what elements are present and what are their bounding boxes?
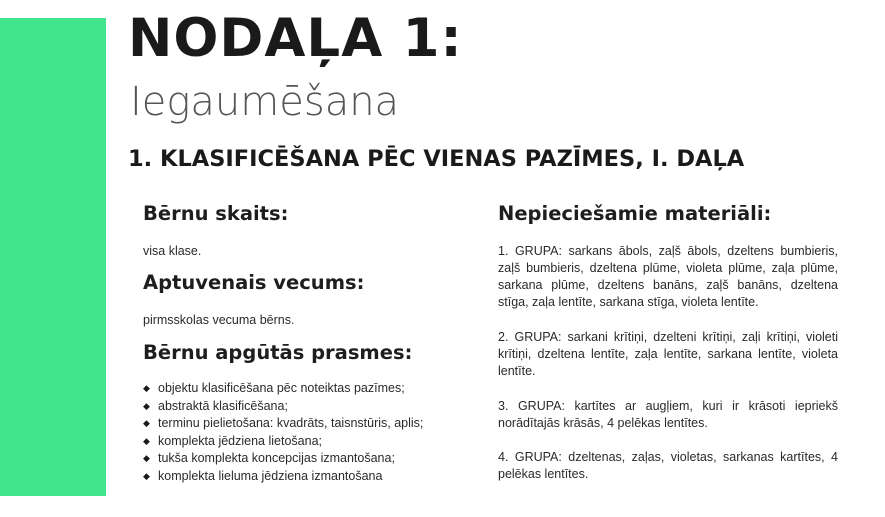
- skill-item-text: terminu pielietošana: kvadrāts, taisnstūris, aplis;: [158, 416, 424, 430]
- age-text: pirmsskolas vecuma bērns.: [143, 313, 295, 327]
- skill-item: [143, 415, 423, 433]
- skill-item-text: komplekta lieluma jēdziena izmantošana: [158, 468, 383, 483]
- skill-item: [143, 468, 423, 486]
- section-title: 1. KLASIFICĒŠANA PĒC VIENAS PAZĪMES, I. DAĻA: [128, 146, 745, 172]
- children-count-heading: Bērnu skaits:: [143, 202, 289, 225]
- skills-heading: Bērnu apgūtās prasmes:: [143, 341, 413, 364]
- materials-heading: Nepieciešamie materiāli:: [498, 202, 772, 225]
- diamond-bullet-icon: ◆: [143, 383, 150, 393]
- skill-item-text: komplekta jēdziena lietošana;: [158, 433, 322, 448]
- skill-item: [143, 398, 423, 416]
- materials-group-3: 3. GRUPA: kartītes ar augļiem, kuri ir krāsoti iepriekš norādītajās krāsās, 4 pelēkas lentītes.: [498, 399, 838, 430]
- age-heading: Aptuvenais vecums:: [143, 271, 365, 294]
- skills-list: [143, 380, 423, 485]
- skill-item: [143, 380, 423, 398]
- chapter-subtitle: Iegaumēšana: [130, 79, 400, 125]
- materials-group-1: 1. GRUPA: sarkans ābols, zaļš ābols, dzeltens bumbieris, zaļš bumbieris, dzeltena plūme, violeta plūme, zaļa plūme, sarkana plūme, dzeltens banāns, zaļš banāns, dzeltena stīga, zaļa lentīte, sarkana stīga, violeta lentīte.: [498, 244, 838, 309]
- skill-item: [143, 433, 423, 451]
- skill-item-text: abstraktā klasificēšana;: [158, 398, 288, 413]
- children-count-text: visa klase.: [143, 244, 202, 258]
- skill-item: [143, 450, 423, 468]
- diamond-bullet-icon: ◆: [143, 470, 150, 481]
- materials-group-2: 2. GRUPA: sarkani krītiņi, dzelteni krītiņi, zaļi krītiņi, violeti krītiņi, dzeltena lentīte, zaļa lentīte, sarkana lentīte, violeta lentīte.: [498, 330, 838, 378]
- skill-item-text: tukša komplekta koncepcijas izmantošana;: [158, 451, 395, 465]
- diamond-bullet-icon: ◆: [143, 453, 150, 463]
- diamond-bullet-icon: ◆: [143, 400, 150, 411]
- chapter-title: NODAĻA 1:: [128, 8, 463, 69]
- accent-sidebar-bar: [0, 18, 106, 496]
- diamond-bullet-icon: ◆: [143, 418, 150, 428]
- diamond-bullet-icon: ◆: [143, 435, 150, 446]
- skill-item-text: objektu klasificēšana pēc noteiktas pazīmes;: [158, 381, 405, 395]
- materials-group-4: 4. GRUPA: dzeltenas, zaļas, violetas, sarkanas kartītes, 4 pelēkas lentītes.: [498, 450, 838, 481]
